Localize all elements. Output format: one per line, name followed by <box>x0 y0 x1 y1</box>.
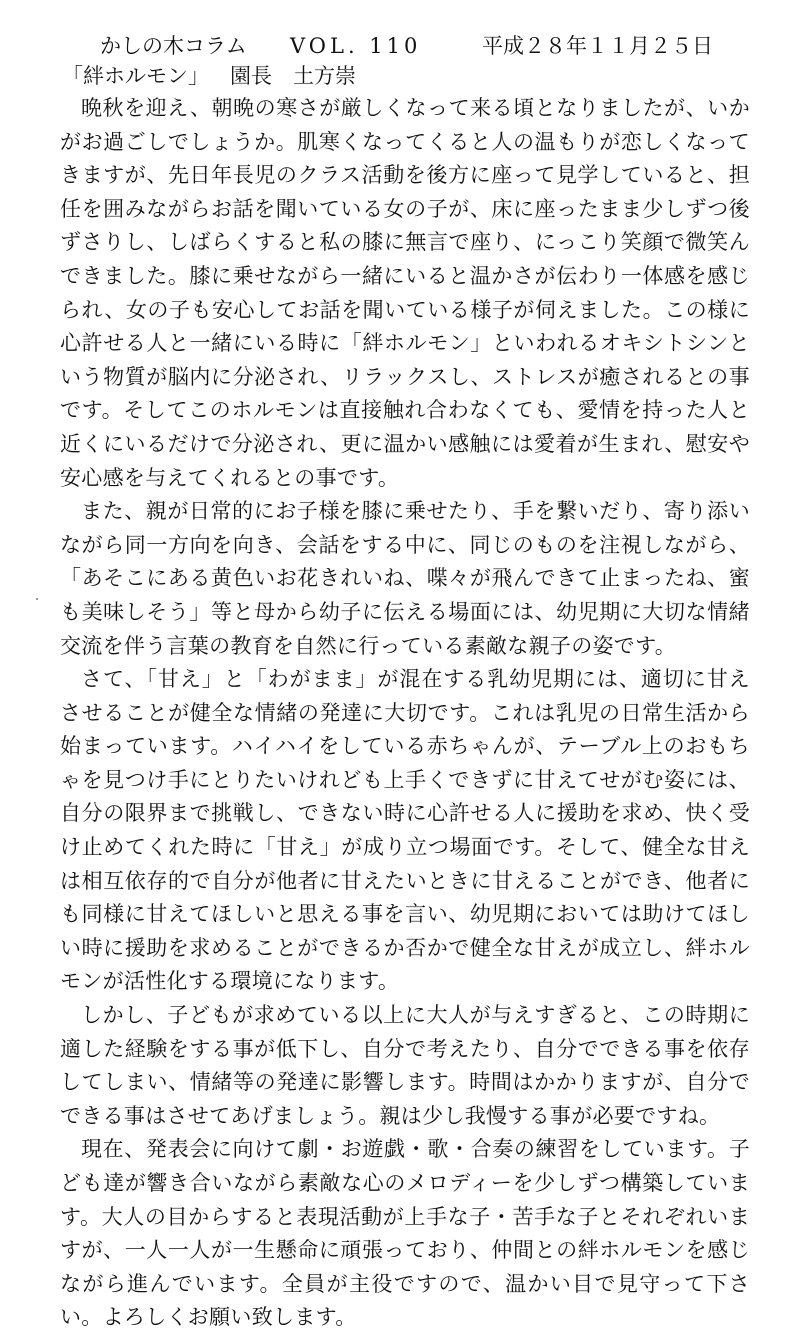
column-header <box>100 30 713 62</box>
issue-date: 平成２８年１１月２５日 <box>482 34 713 58</box>
paragraph-3: さて、「甘え」と「わがまま」が混在する乳幼児期には、適切に甘えさせることが健全な情緒の発達に大切です。これは乳児の日常生活から始まっています。ハイハイをしている赤ちゃんが、テーブル上のおもちゃを見つけ手にとりたいけれども上手くできずに甘えてせがむ姿には、自分の限界まで挑戦し、できない時に心許せる人に援助を求め、快く受け止めてくれた時に「甘え」が成り立つ場面です。そして、健全な甘えは相互依存的で自分が他者に甘えたいときに甘えることができ、他者にも同様に甘えてほしいと思える事を言い、幼児期においては助けてほしい時に援助を求めることができるか否かで健全な甘えが成立し、絆ホルモンが活性化する環境になります。 <box>60 667 750 994</box>
article-body <box>60 92 750 1335</box>
title-row <box>62 60 702 92</box>
paragraph-1: 晩秋を迎え、朝晩の寒さが厳しくなって来る頃となりましたが、いかがお過ごしでしょうか。肌寒くなってくると人の温もりが恋しくなってきますが、先日年長児のクラス活動を後方に座って見学していると、担任を囲みながらお話を聞いている女の子が、床に座ったまま少しずつ後ずさりし、しばらくすると私の膝に無言で座り、にっこり笑顔で微笑んできました。膝に乗せながら一緒にいると温かさが伝わり一体感を感じられ、女の子も安心してお話を聞いている様子が伺えました。この様に心許せる人と一緒にいる時に「絆ホルモン」といわれるオキシトシンという物質が脳内に分泌され、リラックスし、ストレスが癒されるとの事です。そしてこのホルモンは直接触れ合わなくても、愛情を持った人と近くにいるだけで分泌され、更に温かい感触には愛着が生まれ、慰安や安心感を与えてくれるとの事です。 <box>60 96 750 490</box>
paragraph-2: また、親が日常的にお子様を膝に乗せたり、手を繋いだり、寄り添いながら同一方向を向き、会話をする中に、同じのものを注視しながら、「あそこにある黄色いお花きれいね、喋々が飛んできて止まったね、蜜も美味しそう」等と母から幼子に伝える場面には、幼児期に大切な情緒交流を伴う言葉の教育を自然に行っている素敵な親子の姿です。 <box>60 499 750 658</box>
paragraph-4: しかし、子どもが求めている以上に大人が与えすぎると、この時期に適した経験をする事が低下し、自分で考えたり、自分でできる事を依存してしまい、情緒等の発達に影響します。時間はかかりますが、自分でできる事はさせてあげましょう。親は少し我慢する事が必要ですね。 <box>60 1003 750 1128</box>
scan-speck <box>36 598 38 600</box>
volume-number: VOL. 110 <box>290 34 422 58</box>
article-title: 「絆ホルモン」 <box>62 64 209 88</box>
paragraph-5: 現在、発表会に向けて劇・お遊戯・歌・合奏の練習をしています。子ども達が響き合いながら素敵な心のメロディーを少しずつ構築しています。大人の目からすると表現活動が上手な子・苦手な子とそれぞれいますが、一人一人が一生懸命に頑張っており、仲間との絆ホルモンを感じながら進んでいます。全員が主役ですので、温かい目で見守って下さい。よろしくお願い致します。 <box>60 1137 750 1330</box>
article-author: 園長 土方崇 <box>230 64 356 88</box>
column-name: かしの木コラム <box>100 34 247 58</box>
